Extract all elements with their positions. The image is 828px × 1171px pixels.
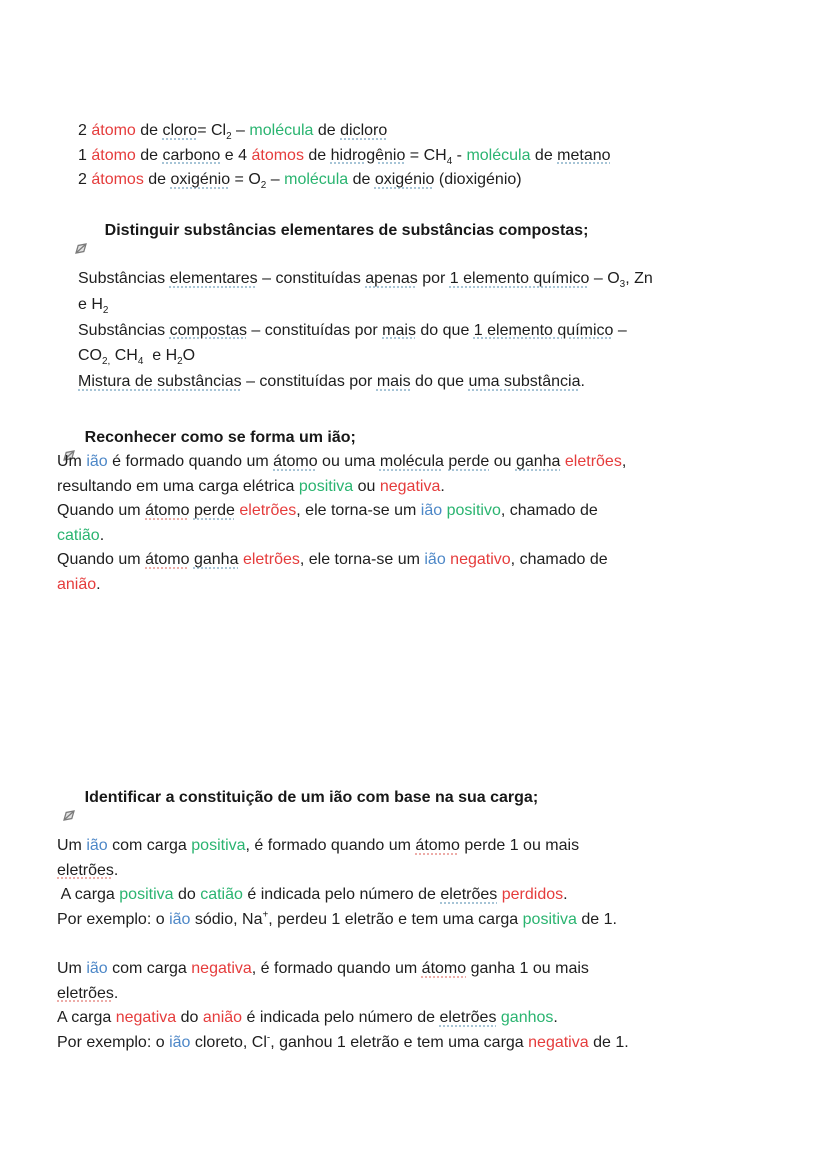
text-segment: . bbox=[580, 373, 585, 391]
text-segment: Substâncias bbox=[78, 321, 170, 339]
text-segment: (dioxigénio) bbox=[434, 171, 522, 188]
text-segment: CH bbox=[110, 347, 138, 365]
text-segment: mais bbox=[382, 321, 416, 339]
text-segment: ganha 1 ou mais bbox=[466, 960, 589, 977]
text-segment: é indicada pelo número de bbox=[242, 886, 441, 903]
text-line bbox=[57, 834, 617, 859]
text-segment: – constituídas bbox=[257, 270, 366, 287]
text-segment: . bbox=[113, 984, 119, 1002]
text-segment: , bbox=[621, 453, 627, 470]
text-segment: do que bbox=[410, 373, 469, 391]
text-line bbox=[57, 883, 617, 908]
text-segment: dicloro bbox=[340, 122, 388, 139]
text-line bbox=[57, 499, 626, 524]
text-segment: – O bbox=[589, 270, 620, 287]
text-segment: + bbox=[262, 909, 269, 921]
text-segment: átomos bbox=[91, 171, 144, 188]
text-segment: resultando em uma carga elétrica bbox=[57, 477, 299, 495]
text-segment: negativa bbox=[528, 1033, 589, 1051]
text-line bbox=[78, 119, 611, 144]
text-segment: átomo bbox=[421, 960, 467, 977]
text-segment: ião bbox=[169, 1033, 191, 1051]
text-segment: eletrões bbox=[564, 453, 622, 470]
text-line bbox=[57, 1031, 629, 1056]
text-segment: 2, bbox=[102, 356, 111, 368]
text-line bbox=[57, 957, 629, 982]
text-segment: Um bbox=[57, 453, 87, 470]
text-segment: ião bbox=[169, 910, 191, 928]
text-segment: , ganhou 1 eletrão e tem uma carga bbox=[270, 1033, 529, 1051]
text-segment: cloro bbox=[162, 122, 198, 139]
text-line bbox=[78, 343, 653, 369]
text-segment: anião bbox=[57, 575, 97, 593]
text-segment: 4 bbox=[137, 356, 144, 368]
text-segment: de bbox=[143, 171, 171, 188]
text-line bbox=[78, 168, 611, 193]
text-segment: negativa bbox=[379, 477, 441, 495]
text-line bbox=[78, 266, 653, 292]
text-segment: molécula bbox=[284, 171, 349, 188]
text-segment: perde bbox=[448, 453, 490, 470]
text-segment: com carga bbox=[107, 960, 192, 977]
text-segment: ganha bbox=[193, 551, 239, 568]
text-segment: , perdeu 1 eletrão e tem uma carga bbox=[268, 910, 523, 928]
text-segment: . bbox=[96, 575, 101, 593]
text-segment: átomo bbox=[91, 122, 136, 139]
text-segment: e 4 bbox=[220, 146, 252, 164]
text-segment: - bbox=[452, 146, 467, 164]
text-segment: de bbox=[135, 122, 163, 139]
text-segment: 2 bbox=[226, 131, 232, 143]
text-segment: apenas bbox=[365, 270, 418, 287]
text-segment: Um bbox=[57, 837, 87, 854]
text-segment: de 1. bbox=[588, 1033, 629, 1051]
text-segment: perdidos bbox=[501, 886, 564, 903]
text-segment: hidrogênio bbox=[330, 146, 406, 164]
text-segment: Um bbox=[57, 960, 87, 977]
text-segment: – constituídas por bbox=[241, 373, 377, 391]
text-line bbox=[57, 573, 626, 598]
text-segment: Quando um bbox=[57, 551, 146, 568]
text-segment: - bbox=[266, 1032, 271, 1044]
text-segment: 2 bbox=[78, 122, 92, 139]
molecule-examples-block bbox=[78, 119, 611, 193]
text-line bbox=[78, 318, 653, 344]
text-segment: do bbox=[173, 886, 201, 903]
text-line bbox=[57, 475, 626, 500]
text-segment: . bbox=[553, 1009, 558, 1026]
text-segment: metano bbox=[557, 146, 611, 164]
text-segment: Por exemplo: o bbox=[57, 1033, 170, 1051]
text-segment: ião bbox=[424, 551, 446, 568]
text-segment: , chamado de bbox=[500, 502, 598, 519]
text-segment: de bbox=[303, 146, 331, 164]
text-segment: Mistura de substâncias bbox=[78, 373, 242, 391]
text-segment: eletrões bbox=[57, 861, 114, 879]
text-segment: Quando um bbox=[57, 502, 146, 519]
text-segment: 2 bbox=[102, 304, 109, 316]
text-segment: – bbox=[266, 171, 285, 188]
text-segment: , Zn bbox=[625, 270, 653, 287]
text-segment: , ele torna-se um bbox=[299, 551, 425, 568]
text-segment: positiva bbox=[522, 910, 577, 928]
text-segment: 2 bbox=[260, 180, 267, 192]
text-segment: cloreto, Cl bbox=[190, 1033, 267, 1051]
text-segment: anião bbox=[202, 1009, 243, 1026]
text-segment: , chamado de bbox=[510, 551, 608, 568]
text-segment: ião bbox=[86, 960, 108, 977]
text-segment: molécula bbox=[466, 146, 531, 164]
text-segment: negativa bbox=[115, 1009, 177, 1026]
text-segment: negativo bbox=[450, 551, 511, 568]
text-segment: ganhos bbox=[500, 1009, 554, 1026]
text-segment: 1 elemento químico bbox=[449, 270, 590, 287]
text-line bbox=[57, 548, 626, 573]
text-segment: ou bbox=[353, 477, 380, 495]
text-segment: positivo bbox=[446, 502, 501, 519]
text-segment: – bbox=[613, 321, 627, 339]
text-segment: de bbox=[348, 171, 375, 188]
text-line bbox=[57, 450, 626, 475]
text-segment: = CH bbox=[405, 146, 447, 164]
text-segment: perde 1 ou mais bbox=[459, 837, 580, 854]
text-segment: molécula bbox=[379, 453, 444, 470]
text-segment: por bbox=[417, 270, 450, 287]
text-segment: mais bbox=[376, 373, 411, 391]
text-segment: e H bbox=[143, 347, 178, 365]
text-segment: com carga bbox=[107, 837, 192, 854]
text-segment: A carga bbox=[57, 1009, 116, 1026]
text-segment: ião bbox=[86, 453, 108, 470]
text-segment: perde bbox=[193, 502, 235, 519]
text-segment: átomos bbox=[251, 146, 304, 164]
text-segment: molécula bbox=[249, 122, 314, 139]
text-segment: de bbox=[313, 122, 341, 139]
text-segment: oxigénio bbox=[170, 171, 231, 188]
text-segment: 1 bbox=[78, 146, 92, 164]
text-segment: é indicada pelo número de bbox=[242, 1009, 440, 1026]
text-line bbox=[57, 1006, 629, 1031]
text-segment: positiva bbox=[119, 886, 174, 903]
text-segment: do bbox=[176, 1009, 203, 1026]
text-segment: catião bbox=[200, 886, 243, 903]
text-line bbox=[78, 144, 611, 169]
text-line bbox=[57, 859, 617, 884]
text-segment: eletrões bbox=[440, 886, 498, 903]
text-segment: átomo bbox=[273, 453, 318, 470]
negative-ion-paragraph bbox=[57, 957, 629, 1055]
text-segment: carbono bbox=[162, 146, 221, 164]
text-segment: . bbox=[99, 526, 105, 544]
text-segment: = O bbox=[230, 171, 261, 188]
text-segment: átomo bbox=[145, 551, 190, 568]
text-segment: eletrões bbox=[239, 502, 297, 519]
text-segment: positiva bbox=[298, 477, 354, 495]
text-segment: de 1. bbox=[576, 910, 617, 928]
text-line bbox=[57, 524, 626, 549]
text-segment: eletrões bbox=[57, 984, 114, 1002]
text-segment: 1 elemento químico bbox=[473, 321, 614, 339]
text-segment: , é formado quando um bbox=[251, 960, 422, 977]
text-segment: A carga bbox=[57, 886, 120, 903]
text-segment: átomo bbox=[91, 146, 136, 164]
text-segment: ganha bbox=[515, 453, 561, 470]
text-segment: = Cl bbox=[197, 122, 227, 139]
text-segment: de bbox=[530, 146, 558, 164]
heading-label: Reconhecer como se forma um ião; bbox=[84, 429, 356, 446]
text-segment: positiva bbox=[191, 837, 246, 854]
text-segment: elementares bbox=[169, 270, 258, 287]
text-segment: átomo bbox=[145, 502, 190, 519]
text-segment: é formado quando um bbox=[107, 453, 274, 470]
text-segment: compostas bbox=[169, 321, 247, 339]
text-segment: 2 bbox=[177, 356, 183, 368]
positive-ion-paragraph bbox=[57, 834, 617, 932]
text-segment: do que bbox=[415, 321, 474, 339]
text-segment: 4 bbox=[446, 155, 453, 167]
text-segment: 3 bbox=[619, 279, 626, 291]
text-segment: e H bbox=[78, 295, 103, 313]
text-line bbox=[78, 292, 653, 318]
text-segment: uma substância bbox=[468, 373, 581, 391]
text-segment: . bbox=[563, 886, 568, 903]
text-segment: átomo bbox=[415, 837, 460, 854]
text-segment: , é formado quando um bbox=[245, 837, 416, 854]
text-segment: Substâncias bbox=[78, 270, 170, 287]
text-segment: CO bbox=[78, 347, 102, 365]
text-line bbox=[78, 369, 653, 395]
text-segment: oxigénio bbox=[374, 171, 435, 188]
text-segment: – constituídas por bbox=[246, 321, 383, 339]
text-line bbox=[57, 982, 629, 1007]
text-segment: de bbox=[135, 146, 163, 164]
text-segment: . bbox=[440, 477, 445, 495]
text-segment: ou uma bbox=[317, 453, 380, 470]
text-segment: catião bbox=[57, 526, 100, 544]
text-segment: – bbox=[231, 122, 250, 139]
text-segment: Por exemplo: o bbox=[57, 910, 170, 928]
text-segment: eletrões bbox=[439, 1009, 497, 1026]
text-segment: sódio, Na bbox=[190, 910, 263, 928]
text-segment: 2 bbox=[78, 171, 92, 188]
text-segment: eletrões bbox=[242, 551, 300, 568]
text-segment: ou bbox=[489, 453, 516, 470]
ion-formation-paragraph bbox=[57, 450, 626, 597]
substances-paragraph bbox=[78, 266, 653, 395]
text-segment: . bbox=[113, 861, 119, 879]
text-segment: negativa bbox=[191, 960, 252, 977]
text-line bbox=[57, 908, 617, 933]
text-segment: ião bbox=[420, 502, 443, 519]
text-segment: , ele torna-se um bbox=[296, 502, 421, 519]
heading-label: Identificar a constituição de um ião com base na sua carga; bbox=[84, 789, 539, 806]
text-segment: O bbox=[182, 347, 196, 365]
text-segment: ião bbox=[86, 837, 108, 854]
heading-label: Distinguir substâncias elementares de substâncias compostas; bbox=[104, 222, 589, 239]
